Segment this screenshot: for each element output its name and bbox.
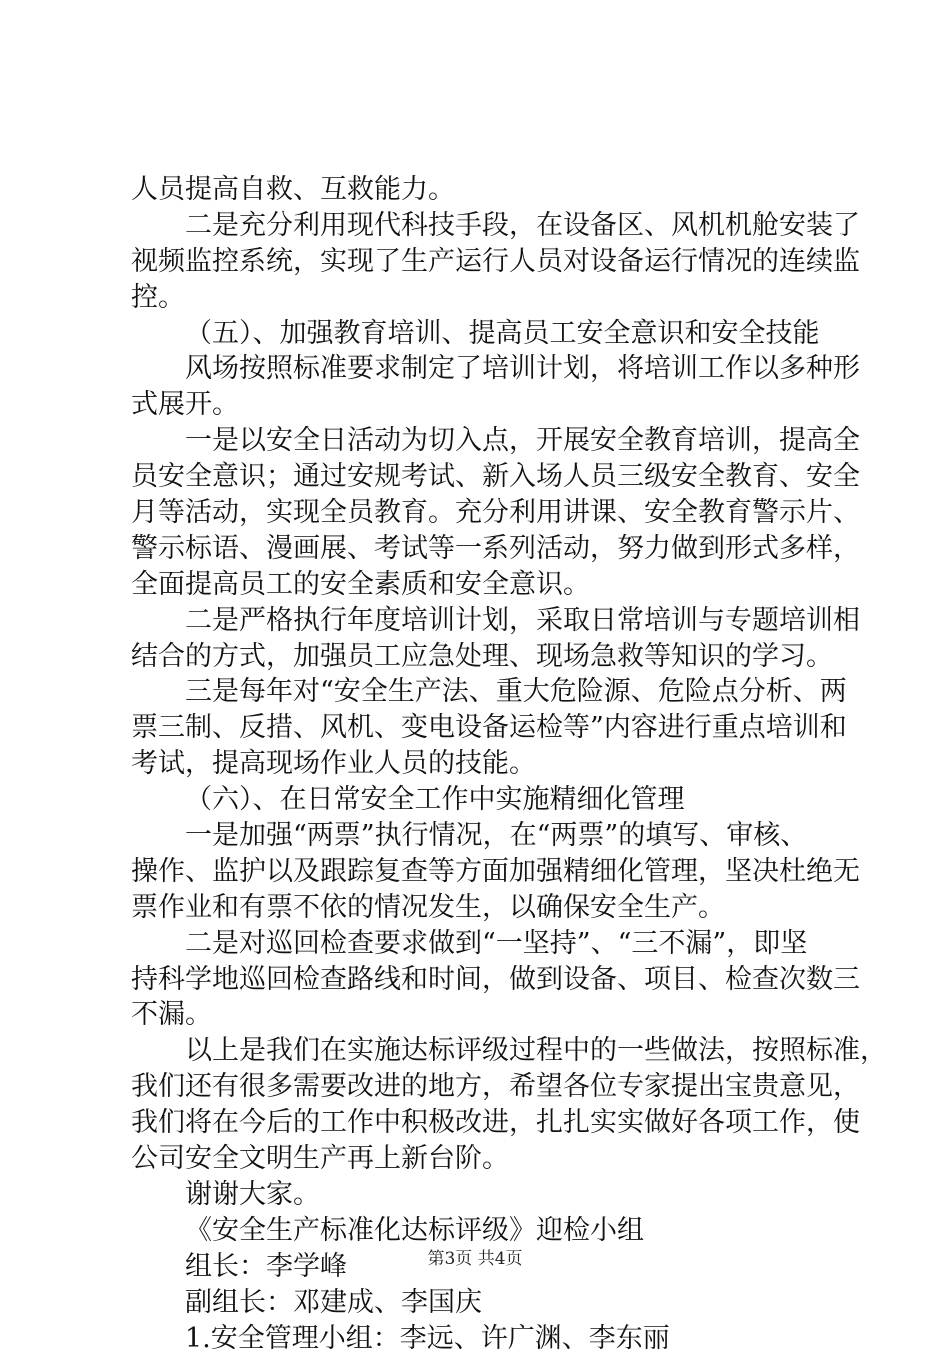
text-line: 持科学地巡回检查路线和时间，做到设备、项目、检查次数三 (131, 962, 835, 998)
text-line: 二是充分利用现代科技手段，在设备区、风机机舱安装了 (131, 208, 835, 244)
text-line: （六）、在日常安全工作中实施精细化管理 (131, 782, 835, 818)
text-line: 我们还有很多需要改进的地方，希望各位专家提出宝贵意见， (131, 1069, 835, 1105)
text-line: 组长：李学峰 (131, 1249, 835, 1285)
text-line: 操作、监护以及跟踪复查等方面加强精细化管理，坚决杜绝无 (131, 854, 835, 890)
text-line: 一是以安全日活动为切入点，开展安全教育培训，提高全 (131, 423, 835, 459)
text-line: 公司安全文明生产再上新台阶。 (131, 1141, 835, 1177)
text-line: 全面提高员工的安全素质和安全意识。 (131, 567, 835, 603)
text-line: 副组长：邓建成、李国庆 (131, 1285, 835, 1321)
text-line: （五）、加强教育培训、提高员工安全意识和安全技能 (131, 316, 835, 352)
page-footer: 第3页 共4页 (0, 1244, 950, 1269)
text-line: 二是严格执行年度培训计划，采取日常培训与专题培训相 (131, 603, 835, 639)
text-line: 员安全意识；通过安规考试、新入场人员三级安全教育、安全 (131, 459, 835, 495)
text-line: 月等活动，实现全员教育。充分利用讲课、安全教育警示片、 (131, 495, 835, 531)
text-line: 一是加强“两票”执行情况，在“两票”的填写、审核、 (131, 818, 835, 854)
text-line: 警示标语、漫画展、考试等一系列活动，努力做到形式多样， (131, 531, 835, 567)
text-line: 视频监控系统，实现了生产运行人员对设备运行情况的连续监 (131, 244, 835, 280)
text-line: 《安全生产标准化达标评级》迎检小组 (131, 1213, 835, 1249)
text-line: 人员提高自救、互救能力。 (131, 172, 835, 208)
text-line: 风场按照标准要求制定了培训计划，将培训工作以多种形 (131, 351, 835, 387)
text-line: 控。 (131, 280, 835, 316)
text-line: 谢谢大家。 (131, 1177, 835, 1213)
text-line: 1.安全管理小组：李远、许广渊、李东丽 (131, 1321, 835, 1356)
text-line: 二是对巡回检查要求做到“一坚持”、“三不漏”，即坚 (131, 926, 835, 962)
text-line: 结合的方式，加强员工应急处理、现场急救等知识的学习。 (131, 639, 835, 675)
document-body (131, 172, 835, 1356)
text-line: 以上是我们在实施达标评级过程中的一些做法，按照标准， (131, 1033, 835, 1069)
text-line: 票三制、反措、风机、变电设备运检等”内容进行重点培训和 (131, 710, 835, 746)
text-line: 不漏。 (131, 997, 835, 1033)
text-line: 我们将在今后的工作中积极改进，扎扎实实做好各项工作，使 (131, 1105, 835, 1141)
text-line: 考试，提高现场作业人员的技能。 (131, 746, 835, 782)
text-line: 三是每年对“安全生产法、重大危险源、危险点分析、两 (131, 674, 835, 710)
text-line: 票作业和有票不依的情况发生，以确保安全生产。 (131, 890, 835, 926)
text-line: 式展开。 (131, 387, 835, 423)
